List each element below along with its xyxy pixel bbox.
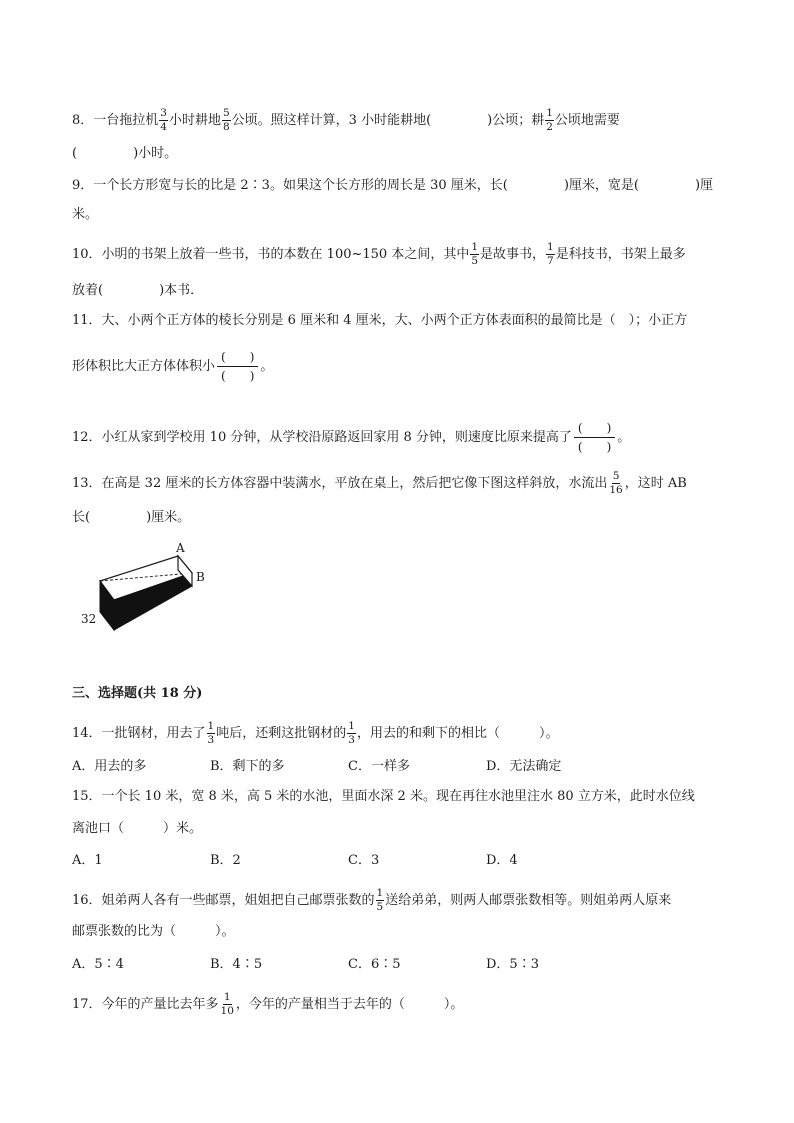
fraction: $\frac{3}{4}$ [160, 107, 167, 133]
fraction: $\frac{5}{16}$ [609, 470, 623, 496]
label-b: B [196, 570, 205, 584]
fraction: $\frac{1}{7}$ [547, 241, 554, 267]
q16-option-b[interactable]: B．4∶5 [210, 957, 263, 972]
question-13-line-1: 13．在高是 32 厘米的长方体容器中装满水，平放在桌上，然后把它像下图这样斜放，水流出 $\frac{5}{16}$ ，这时 AB [72, 470, 687, 496]
fraction: $\frac{1}{10}$ [220, 991, 234, 1017]
tilted-container-figure [78, 540, 208, 640]
question-14: 14．一批钢材，用去了 $\frac{1}{3}$ 吨后，还剩这批钢材的 $\frac{1}{3}$ ，用去的和剩下的相比（ ）。 [72, 720, 559, 746]
label-height: 32 [81, 612, 97, 626]
q15-option-b[interactable]: B．2 [210, 853, 241, 868]
question-16-line-1: 16．姐弟两人各有一些邮票，姐姐把自己邮票张数的 $\frac{1}{5}$ 送给弟弟，则两人邮票张数相等。则姐弟两人原来 [72, 887, 672, 913]
question-10-line-2: 放着( )本书． [72, 283, 204, 298]
question-9-line-1: 9．一个长方形宽与长的比是 2∶3。如果这个长方形的周长是 30 厘米，长( )厘米，宽是( )厘 [72, 178, 714, 193]
fraction: $\frac{1}{2}$ [546, 107, 553, 133]
answer-fraction-blank[interactable]: $\frac{( )}{( )}$ [217, 350, 258, 383]
q14-option-a[interactable]: A．用去的多 [72, 759, 147, 774]
question-16-line-2: 邮票张数的比为（ ）。 [72, 924, 235, 939]
q15-option-c[interactable]: C．3 [348, 853, 380, 868]
question-11-line-2: 形体积比大正方体体积小 $\frac{( )}{( )}$ 。 [72, 350, 274, 383]
q15-option-d[interactable]: D．4 [486, 853, 518, 868]
question-15-line-1: 15．一个长 10 米，宽 8 米，高 5 米的水池，里面水深 2 米。现在再往水池里注水 80 立方米，此时水位线 [72, 789, 695, 804]
answer-fraction-blank[interactable]: $\frac{( )}{( )}$ [574, 421, 615, 454]
question-15-line-2: 离池口（ ）米。 [72, 821, 203, 836]
q16-option-a[interactable]: A．5∶4 [72, 957, 124, 972]
q15-option-a[interactable]: A．1 [72, 853, 103, 868]
label-a: A [176, 541, 185, 555]
fraction: $\frac{1}{3}$ [207, 720, 215, 746]
question-12: 12．小红从家到学校用 10 分钟，从学校沿原路返回家用 8 分钟，则速度比原来提高了 $\frac{( )}{( )}$ 。 [72, 421, 631, 454]
fraction: $\frac{1}{3}$ [348, 720, 355, 746]
question-13-line-2: 长( )厘米。 [72, 510, 191, 525]
q16-option-c[interactable]: C．6∶5 [348, 957, 401, 972]
q14-option-b[interactable]: B．剩下的多 [210, 759, 285, 774]
q14-option-d[interactable]: D．无法确定 [486, 759, 562, 774]
question-10-line-1: 10．小明的书架上放着一些书，书的本数在 100~150 本之间，其中 $\frac{1}{5}$ 是故事书， $\frac{1}{7}$ 是科技书，书架上最多 [72, 241, 686, 267]
section-3-title: 三、选择题(共 18 分) [72, 686, 203, 701]
fraction: $\frac{1}{5}$ [471, 241, 479, 267]
question-8-line-1: 8．一台拖拉机 $\frac{3}{4}$ 小时耕地 $\frac{5}{8}$ 公顷。照这样计算，3 小时能耕地( )公顷；耕 $\frac{1}{2}$ 公顷地需要 [72, 107, 620, 133]
question-11-line-1: 11．大、小两个正方体的棱长分别是 6 厘米和 4 厘米，大、小两个正方体表面积的最简比是（ ）；小正方 [72, 313, 688, 328]
q14-option-c[interactable]: C．一样多 [348, 759, 410, 774]
question-9-line-2: 米。 [72, 207, 99, 222]
fraction: $\frac{5}{8}$ [222, 107, 230, 133]
question-17: 17．今年的产量比去年多 $\frac{1}{10}$ ，今年的产量相当于去年的（ ）。 [72, 991, 464, 1017]
question-8-line-2: ( )小时。 [72, 146, 178, 161]
fraction: $\frac{1}{5}$ [376, 887, 384, 913]
q16-option-d[interactable]: D．5∶3 [486, 957, 539, 972]
